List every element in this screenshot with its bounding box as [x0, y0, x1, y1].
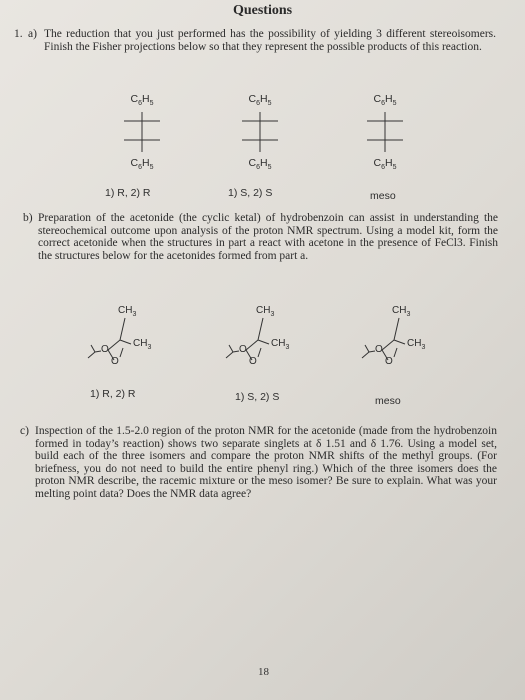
acetonide-1-oxygen-1: O — [101, 344, 109, 355]
fisher-3-bottom: $C_6H_5$ — [373, 157, 397, 172]
acetonide-1-lines — [88, 318, 131, 360]
fisher-3-caption: meso — [370, 190, 396, 202]
acetonide-1-top-ch3: $CH_3$ — [118, 305, 137, 318]
part-c-text: Inspection of the 1.5-2.0 region of the proton NMR for the acetonide (made from the hydrobenzoin formed in today’s reaction) shows two separate singlets at δ 1.51 and δ 1.76. Using a model set, build each of the three isomers and compare the proton NMR shifts of the methyl groups. (For briefness, you do not need to build the entire phenyl ring.) Which of the three isomers does the proton NMR describe, the racemic mixture or the meso isomer? Be sure to explain. What was your melting point data? Does the NMR data agree? — [35, 425, 497, 500]
fisher-3-top: $C_6H_5$ — [373, 93, 397, 108]
acetonide-3-lines — [362, 318, 405, 360]
fisher-2-bottom: $C_6H_5$ — [248, 157, 272, 172]
acetonide-3-side-ch3: $CH_3$ — [407, 338, 426, 351]
acetonide-1-caption: 1) R, 2) R — [90, 388, 136, 400]
acetonide-2-side-ch3: $CH_3$ — [271, 338, 290, 351]
part-a-text: The reduction that you just performed has the possibility of yielding 3 different stereoisomers. Finish the Fisher projections below so that they represent the possible products of this reaction. — [44, 28, 496, 53]
page-title: Questions — [232, 3, 293, 18]
acetonide-3-caption: meso — [375, 395, 401, 407]
fisher-2-top: $C_6H_5$ — [248, 93, 272, 108]
acetonide-2-lines — [226, 318, 269, 360]
part-a-label: a) — [28, 28, 37, 40]
acetonide-2-caption: 1) S, 2) S — [235, 391, 280, 403]
part-b-label: b) — [23, 212, 33, 224]
acetonide-3-oxygen-2: O — [385, 356, 393, 367]
acetonide-1-side-ch3: $CH_3$ — [133, 338, 152, 351]
acetonide-2-oxygen-1: O — [239, 344, 247, 355]
part-b-text: Preparation of the acetonide (the cyclic ketal) of hydrobenzoin can assist in understanding the stereochemical outcome upon analysis of the proton NMR spectrum. Using a model kit, form the correct acetonide when the structures in part a react with acetone in the presence of FeCl3. Finish the structures below for the acetonides formed from part a. — [38, 212, 498, 262]
fisher-1-caption: 1) R, 2) R — [105, 187, 151, 199]
acetonide-1-oxygen-2: O — [111, 356, 119, 367]
part-c-label: c) — [20, 425, 29, 437]
fisher-2-caption: 1) S, 2) S — [228, 187, 273, 199]
fisher-1-top: $C_6H_5$ — [130, 93, 154, 108]
acetonide-3-top-ch3: $CH_3$ — [392, 305, 411, 318]
page-number: 18 — [258, 666, 269, 678]
acetonide-2-oxygen-2: O — [249, 356, 257, 367]
acetonide-2-top-ch3: $CH_3$ — [256, 305, 275, 318]
question-number: 1. — [14, 28, 23, 40]
fisher-1-bottom: $C_6H_5$ — [130, 157, 154, 172]
acetonide-3-oxygen-1: O — [375, 344, 383, 355]
